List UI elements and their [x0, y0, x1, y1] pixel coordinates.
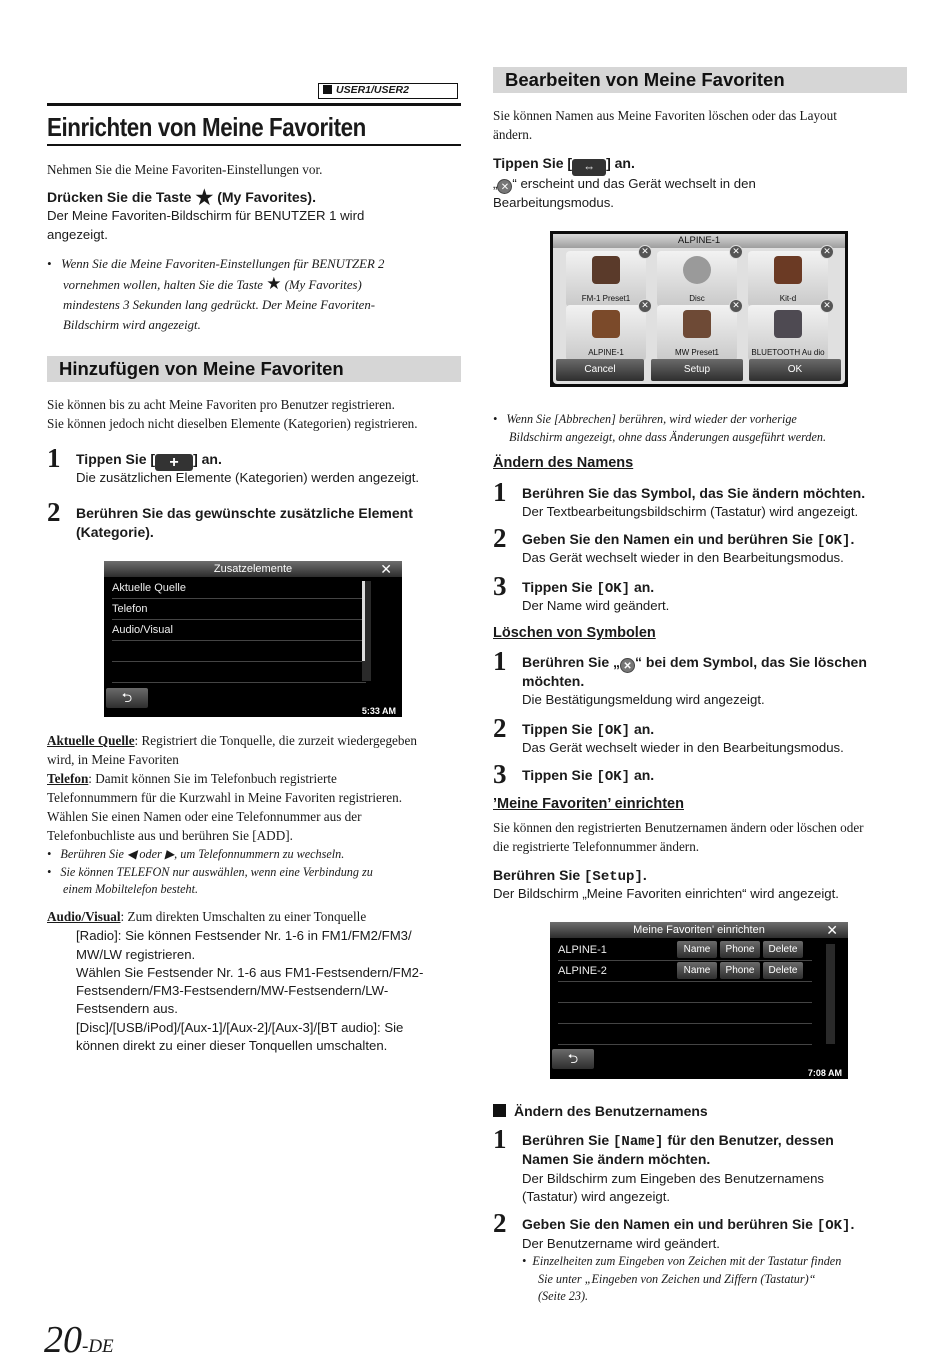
screenshot-zusatzelemente	[104, 561, 402, 717]
cancel-note: • Wenn Sie [Abbrechen] berühren, wird wieder der vorherige Bildschirm angezeigt, ohne dass Änderungen ausgeführt werden.	[493, 412, 827, 444]
note-user2: • Wenn Sie die Meine Favoriten-Einstellungen für BENUTZER 2 vornehmen wollen, halten Sie die Taste ★ (My Favorites) mindestens 3 Sekunden lang gedrückt. Der Meine Favoriten- Bildschirm wird angezeigt.	[47, 257, 385, 332]
press-desc-1: Der Meine Favoriten-Bildschirm für BENUTZER 1 wird	[47, 208, 365, 223]
def-tel-2: Telefonnummern für die Kurzwahl in Meine Favoriten registrieren.	[47, 790, 403, 805]
delete-heading: Löschen von Symbolen	[493, 625, 656, 641]
favorite-tile[interactable]: BLUETOOTH Au dio ✕	[748, 305, 828, 361]
av-line-7: können direkt zu einer dieser Tonquellen umschalten.	[76, 1038, 388, 1053]
setup-heading: ’Meine Favoriten’ einrichten	[493, 796, 684, 812]
tap-desc-1: „ ✕ “ erscheint und das Gerät wechselt in den	[493, 176, 756, 193]
list-item[interactable]: Audio/Visual	[112, 620, 366, 641]
keyboard-note: • Einzelheiten zum Eingeben von Zeichen mit der Tastatur finden Sie unter „Eingeben von Zeichen und Ziffern (Tastatur)“ (Seite 23).	[522, 1254, 842, 1303]
def-audio-visual: Audio/Visual: Zum direkten Umschalten zu einer Tonquelle	[47, 909, 367, 924]
ok-button[interactable]: OK	[749, 359, 841, 381]
star-icon: ★	[195, 187, 214, 209]
intro-text: Nehmen Sie die Meine Favoriten-Einstellungen vor.	[47, 162, 323, 177]
delete-button[interactable]: Delete	[763, 941, 803, 958]
user-row: ALPINE-2	[558, 961, 812, 982]
add-intro-2: Sie können jedoch nicht dieselben Elemente (Kategorien) registrieren.	[47, 416, 418, 431]
back-arrow-icon[interactable]: ⮌	[106, 688, 148, 708]
user-name-heading: Ändern des Benutzernamens	[493, 1101, 708, 1121]
edit-intro-2: ändern.	[493, 127, 533, 142]
av-line-6: [Disc]/[USB/iPod]/[Aux-1]/[Aux-2]/[Aux-3]/[BT audio]: Sie	[76, 1020, 404, 1035]
setup-press: Berühren Sie [Setup].	[493, 867, 647, 885]
phone-button[interactable]: Phone	[720, 941, 760, 958]
rename-heading: Ändern des Namens	[493, 455, 634, 471]
tap-edit-instruction: Tippen Sie [ ⇔ ] an.	[493, 155, 635, 174]
delete-x-icon: ✕	[620, 658, 635, 673]
def-aktuelle-quelle: Aktuelle Quelle: Registriert die Tonquelle, die zurzeit wiedergegeben	[47, 733, 417, 748]
av-line-5: Festsendern aus.	[76, 1001, 178, 1016]
setup-desc: Der Bildschirm „Meine Favoriten einrichten“ wird angezeigt.	[493, 886, 839, 901]
delete-x-icon[interactable]: ✕	[729, 245, 743, 259]
delete-x-icon[interactable]: ✕	[729, 299, 743, 313]
section-add-heading: Hinzufügen von Meine Favoriten	[47, 356, 461, 382]
header-rule	[47, 103, 461, 106]
star-icon: ★	[266, 274, 282, 293]
favorite-tile[interactable]: Kit-d ✕	[748, 251, 828, 307]
back-arrow-icon[interactable]: ⮌	[552, 1049, 594, 1069]
scroll-thumb[interactable]	[362, 581, 365, 661]
list-item[interactable]: Telefon	[112, 599, 366, 620]
press-desc-2: angezeigt.	[47, 227, 108, 242]
title-rule	[47, 144, 461, 146]
page-title: Einrichten von Meine Favoriten	[47, 112, 366, 142]
setup-button[interactable]: Setup	[651, 359, 743, 381]
delete-button[interactable]: Delete	[763, 962, 803, 979]
delete-x-icon: ✕	[497, 179, 512, 194]
delete-x-icon[interactable]: ✕	[820, 245, 834, 259]
setup-intro-2: die registrierte Telefonnummer ändern.	[493, 839, 700, 854]
user-row	[558, 1024, 812, 1045]
name-button[interactable]: Name	[677, 941, 717, 958]
phone-button[interactable]: Phone	[720, 962, 760, 979]
list-item[interactable]: Aktuelle Quelle	[112, 578, 366, 599]
user-row	[558, 1003, 812, 1024]
close-icon[interactable]: ✕	[380, 561, 392, 577]
screenshot-edit-mode	[550, 231, 848, 387]
av-line-2: MW/LW registrieren.	[76, 947, 196, 962]
add-intro-1: Sie können bis zu acht Meine Favoriten pro Benutzer registrieren.	[47, 397, 395, 412]
av-line-4: Festsendern/FM3-Festsendern/MW-Festsendern/LW-	[76, 983, 389, 998]
list-item	[112, 641, 366, 662]
av-line-3: Wählen Sie Festsender Nr. 1-6 aus FM1-Festsendern/FM2-	[76, 965, 424, 980]
telefon-notes: • Berühren Sie ◀ oder ▶, um Telefonnummern zu wechseln. • Sie können TELEFON nur auswählen, wenn eine Verbindung zu einem Mobiltelefon besteht.	[47, 847, 373, 896]
favorite-tile[interactable]: FM-1 Preset1 ✕	[566, 251, 646, 307]
tap-desc-2: Bearbeitungsmodus.	[493, 195, 614, 210]
press-instruction: Drücken Sie die Taste ★ (My Favorites).	[47, 187, 316, 209]
delete-x-icon[interactable]: ✕	[638, 245, 652, 259]
user-badge: USER1/USER2	[318, 83, 458, 99]
edit-intro-1: Sie können Namen aus Meine Favoriten löschen oder das Layout	[493, 108, 837, 123]
def-aq-2: wird, in Meine Favoriten	[47, 752, 179, 767]
def-tel-3: Wählen Sie einen Namen oder eine Telefonnummer aus der	[47, 809, 362, 824]
av-line-1: [Radio]: Sie können Festsender Nr. 1-6 in FM1/FM2/FM3/	[76, 928, 412, 943]
cancel-button[interactable]: Cancel	[556, 359, 644, 381]
favorite-tile[interactable]: ALPINE-1 ✕	[566, 305, 646, 361]
setup-intro-1: Sie können den registrierten Benutzernamen ändern oder löschen oder	[493, 820, 864, 835]
screen-title: ALPINE-1	[553, 234, 845, 248]
page-number: 20-DE	[44, 1319, 114, 1361]
screen-title: Zusatzelemente	[104, 561, 402, 577]
clock: 5:33 AM	[361, 706, 396, 716]
layout-edit-icon: ⇔	[572, 159, 606, 176]
close-icon[interactable]: ✕	[826, 922, 838, 938]
favorite-tile[interactable]: Disc ✕	[657, 251, 737, 307]
favorite-tile[interactable]: MW Preset1 ✕	[657, 305, 737, 361]
delete-x-icon[interactable]: ✕	[820, 299, 834, 313]
def-telefon: Telefon: Damit können Sie im Telefonbuch registrierte	[47, 771, 337, 786]
plus-icon: +	[155, 454, 193, 471]
delete-x-icon[interactable]: ✕	[638, 299, 652, 313]
def-tel-4: Telefonbuchliste aus und berühren Sie [ADD].	[47, 828, 293, 843]
list-item	[112, 662, 366, 683]
square-bullet-icon	[493, 1104, 506, 1117]
section-edit-heading: Bearbeiten von Meine Favoriten	[493, 67, 907, 93]
user-row: ALPINE-1	[558, 940, 812, 961]
user-row	[558, 982, 812, 1003]
scrollbar[interactable]	[826, 944, 835, 1044]
screenshot-setup	[550, 922, 848, 1079]
clock: 7:08 AM	[807, 1068, 842, 1078]
screen-title: Meine Favoriten' einrichten	[550, 922, 848, 938]
name-button[interactable]: Name	[677, 962, 717, 979]
